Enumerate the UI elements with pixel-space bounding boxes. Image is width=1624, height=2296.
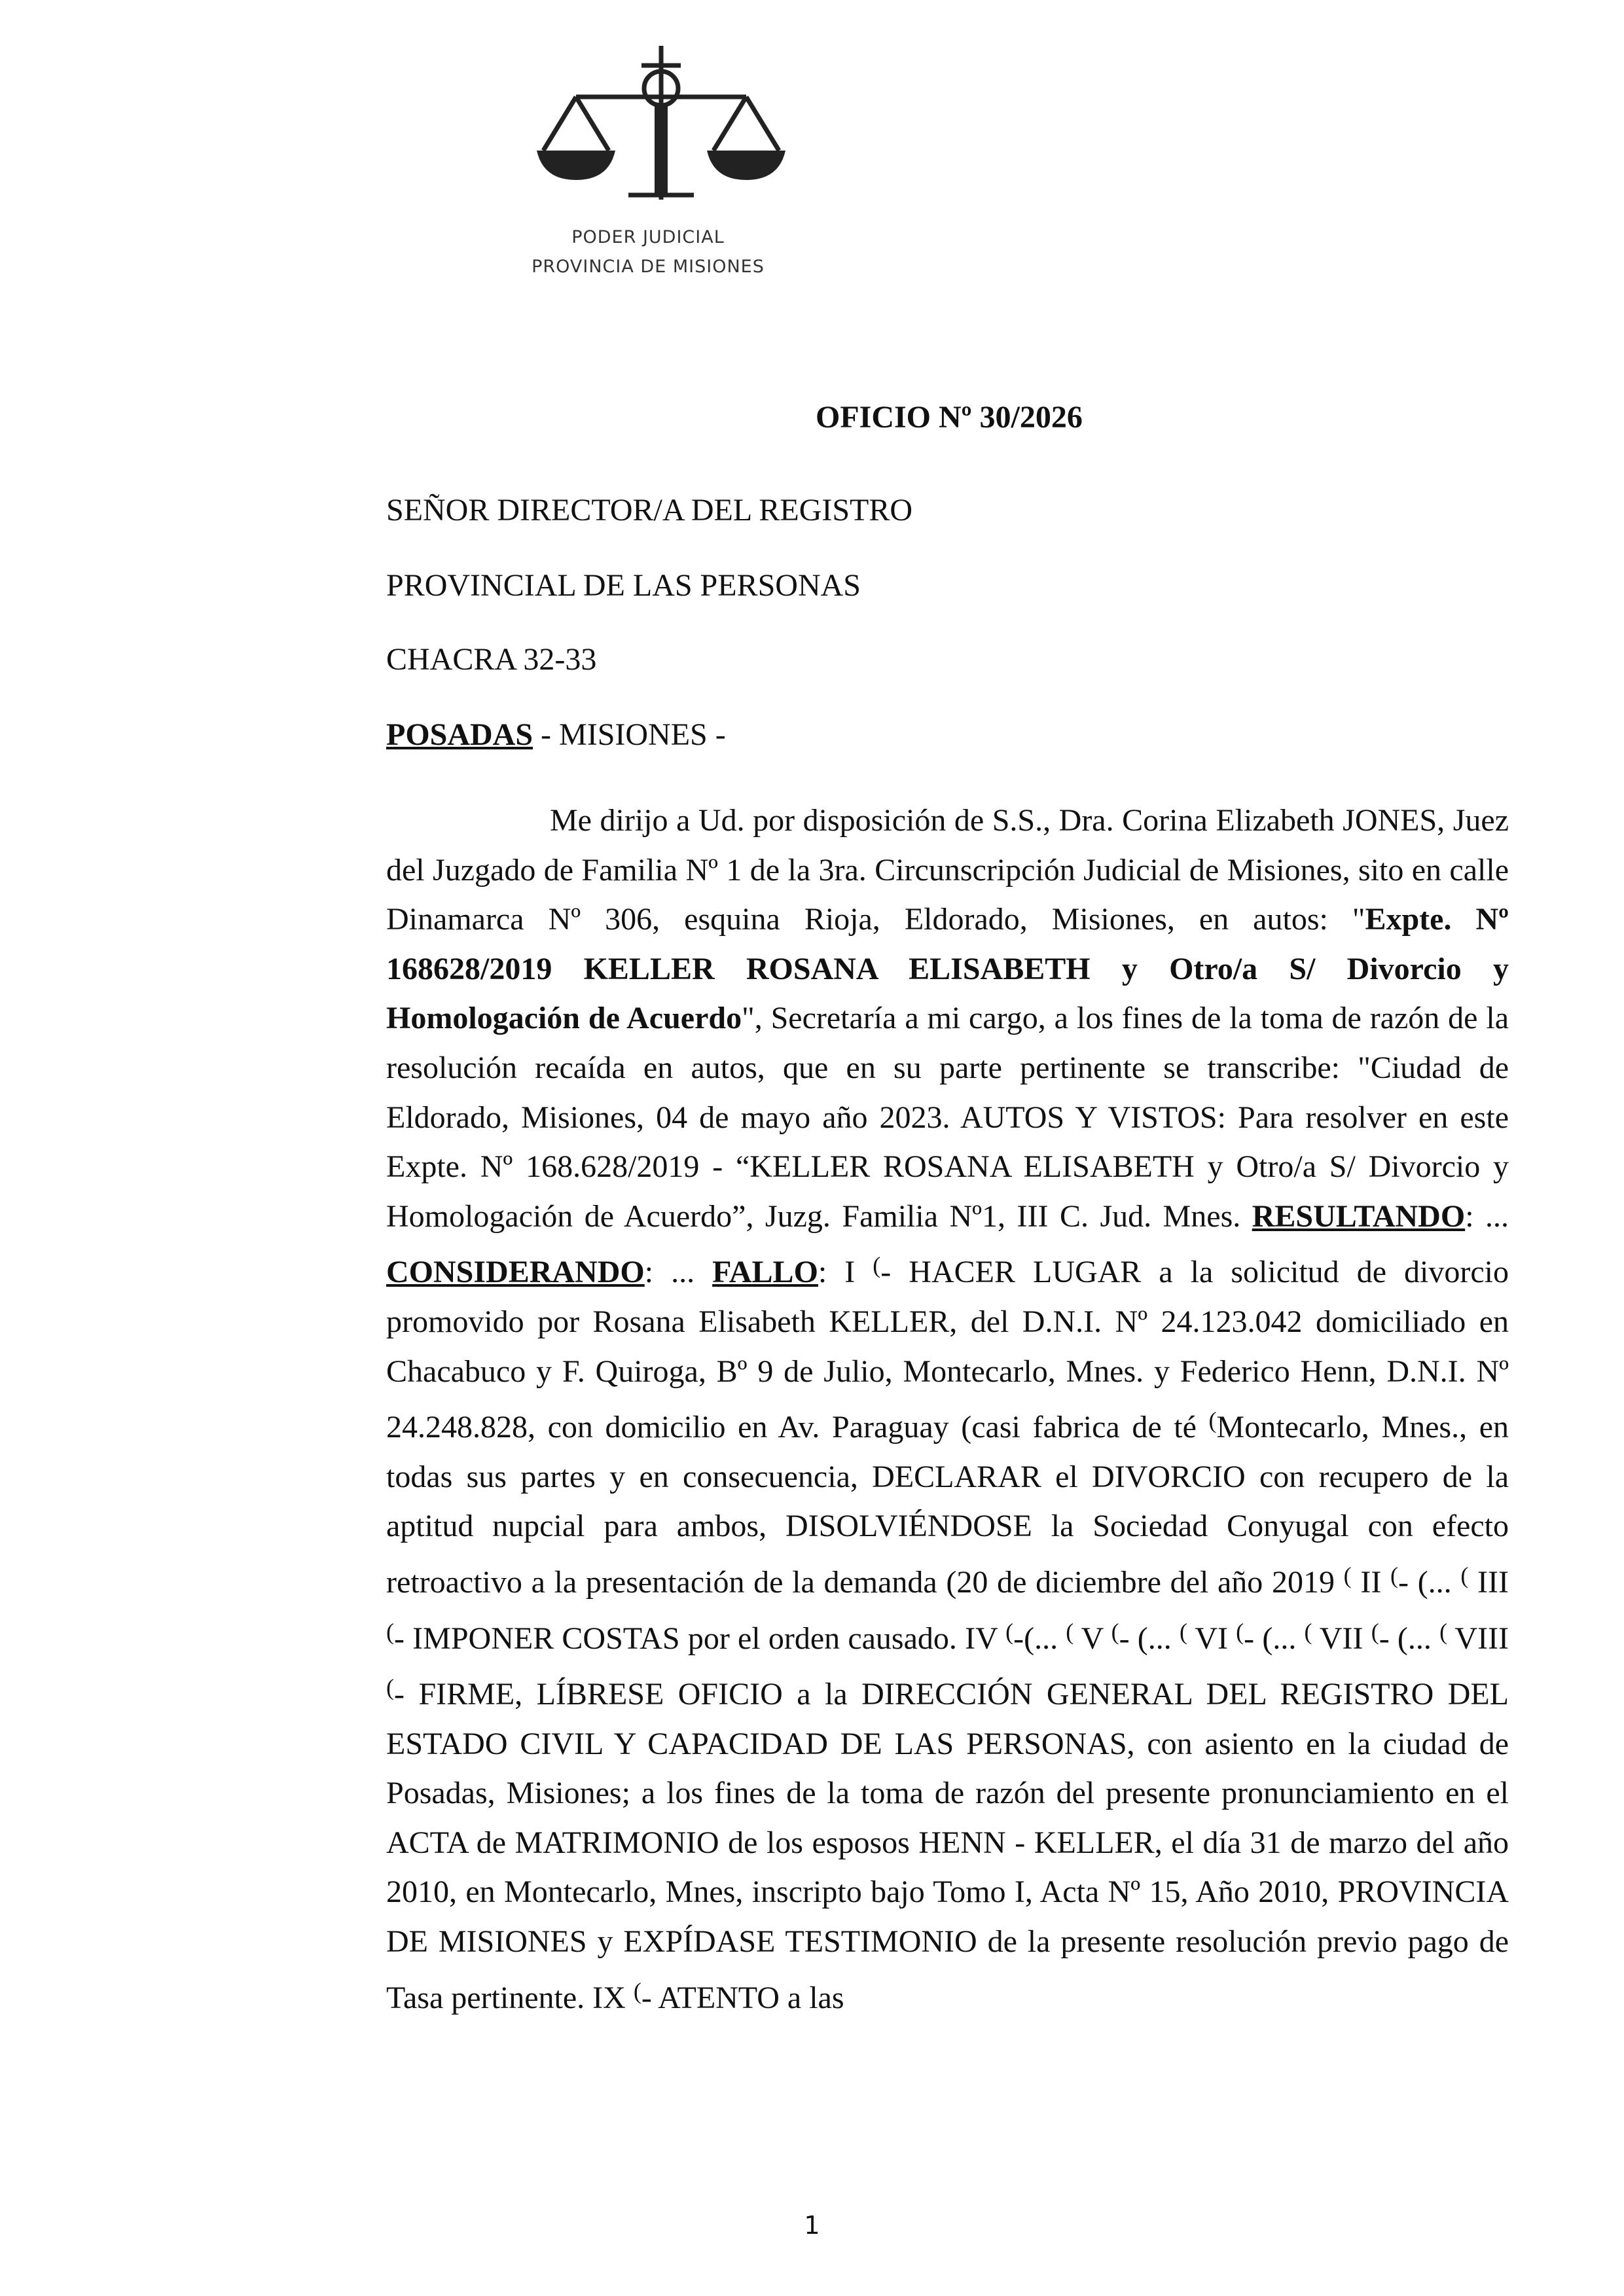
body-text-3: : I: [818, 1255, 873, 1290]
missing-glyph: (: [386, 1618, 394, 1645]
missing-glyph: (: [1343, 1562, 1352, 1588]
body-text-9: - IMPONER COSTAS por el orden causado. IV: [394, 1621, 1006, 1656]
body-text-15: VII: [1312, 1621, 1371, 1656]
missing-glyph: (: [1460, 1562, 1469, 1588]
body-text-4: - HACER LUGAR a la solicitud de divorcio promovido por Rosana Elisabeth KELLER, del D.N.I. Nº 24.123.042 domiciliado en Chacabuco y F. Quiroga, Bº 9 de Julio, Montecarlo, Mnes. y Federico Henn, D.N.I. Nº 24.248.828, con domicilio en Av. Paraguay (casi fabrica de té: [386, 1255, 1509, 1445]
body-text-13: VI: [1187, 1621, 1236, 1656]
missing-glyph: (: [1111, 1618, 1119, 1645]
missing-glyph: (: [633, 1977, 641, 2004]
expte-reference: Expte. Nº 168628/2019 KELLER ROSANA ELISABETH y Otro/a S/ Divorcio y Homologación de Acuerdo: [386, 902, 1509, 1036]
seal-line-1: PODER JUDICIAL: [571, 227, 725, 247]
address-city: POSADAS: [386, 717, 533, 752]
address-line-1: SEÑOR DIRECTOR/A DEL REGISTRO: [386, 493, 913, 528]
separator-1: : ...: [1465, 1198, 1509, 1234]
body-text-19: - ATENTO a las: [641, 1980, 844, 2015]
missing-glyph: (: [1304, 1618, 1312, 1645]
missing-glyph: (: [1208, 1407, 1217, 1434]
fallo-heading: FALLO: [712, 1255, 818, 1290]
body-text-14: - (...: [1244, 1621, 1305, 1656]
address-province: - MISIONES -: [533, 717, 726, 752]
body-text-7: - (...: [1398, 1564, 1461, 1600]
address-line-2: PROVINCIAL DE LAS PERSONAS: [386, 568, 861, 603]
missing-glyph: (: [386, 1674, 394, 1701]
body-text-5: Montecarlo, Mnes., en todas sus partes y en consecuencia, DECLARAR el DIVORCIO con recupero de la aptitud nupcial para ambos, DISOLVIÉNDOSE la Sociedad Conyugal con efecto retroactivo a la presentación de la demanda (20 de diciembre del año 2019: [386, 1410, 1509, 1600]
body-text-10: -(...: [1013, 1621, 1066, 1656]
body-text-2: ", Secretaría a mi cargo, a los fines de la toma de razón de la resolución recaída en autos, que en su parte pertinente se transcribe: "Ciudad de Eldorado, Misiones, 04 de mayo año 2023. AUTOS Y VISTOS: Para resolver en este Expte. Nº 168.628/2019 - “KELLER ROSANA ELISABETH y Otro/a S/ Divorcio y Homologación de Acuerdo”, Juzg. Familia Nº1, III C. Jud. Mnes.: [386, 1001, 1509, 1234]
missing-glyph: (: [1439, 1618, 1448, 1645]
missing-glyph: (: [1371, 1618, 1379, 1645]
resultando-heading: RESULTANDO: [1252, 1198, 1466, 1234]
body-text-6: II: [1351, 1564, 1391, 1600]
page-number: 1: [804, 2211, 820, 2240]
body-text-17: VIII: [1447, 1621, 1509, 1656]
address-line-3: CHACRA 32-33: [386, 642, 597, 677]
separator-2: : ...: [644, 1255, 713, 1290]
considerando-heading: CONSIDERANDO: [386, 1255, 645, 1290]
missing-glyph: (: [1066, 1618, 1074, 1645]
document-title: OFICIO Nº 30/2026: [816, 400, 1083, 435]
body-paragraph: [386, 796, 1509, 2022]
body-text-8: III: [1468, 1564, 1509, 1600]
missing-glyph: (: [1179, 1618, 1187, 1645]
body-text-16: - (...: [1379, 1621, 1440, 1656]
missing-glyph: (: [873, 1252, 881, 1279]
body-text-11: V: [1074, 1621, 1111, 1656]
seal-line-2: PROVINCIA DE MISIONES: [532, 257, 765, 277]
scales-of-justice-icon: [524, 39, 799, 203]
address-city-line: [386, 717, 726, 753]
body-text-1: Me dirijo a Ud. por disposición de S.S., Dra. Corina Elizabeth JONES, Juez del Juzgado de Familia Nº 1 de la 3ra. Circunscripción Judicial de Misiones, sito en calle Dinamarca Nº 306, esquina Rioja, Eldorado, Misiones, en autos: ": [386, 803, 1509, 937]
missing-glyph: (: [1390, 1562, 1399, 1588]
missing-glyph: (: [1005, 1618, 1014, 1645]
body-text-12: - (...: [1119, 1621, 1180, 1656]
missing-glyph: (: [1236, 1618, 1244, 1645]
body-text-18: - FIRME, LÍBRESE OFICIO a la DIRECCIÓN GENERAL DEL REGISTRO DEL ESTADO CIVIL Y CAPACIDAD DE LAS PERSONAS, con asiento en la ciudad de Posadas, Misiones; a los fines de la toma de razón del presente pronunciamiento en el ACTA de MATRIMONIO de los esposos HENN - KELLER, el día 31 de marzo del año 2010, en Montecarlo, Mnes, inscripto bajo Tomo I, Acta Nº 15, Año 2010, PROVINCIA DE MISIONES y EXPÍDASE TESTIMONIO de la presente resolución previo pago de Tasa pertinente. IX: [386, 1677, 1509, 2015]
